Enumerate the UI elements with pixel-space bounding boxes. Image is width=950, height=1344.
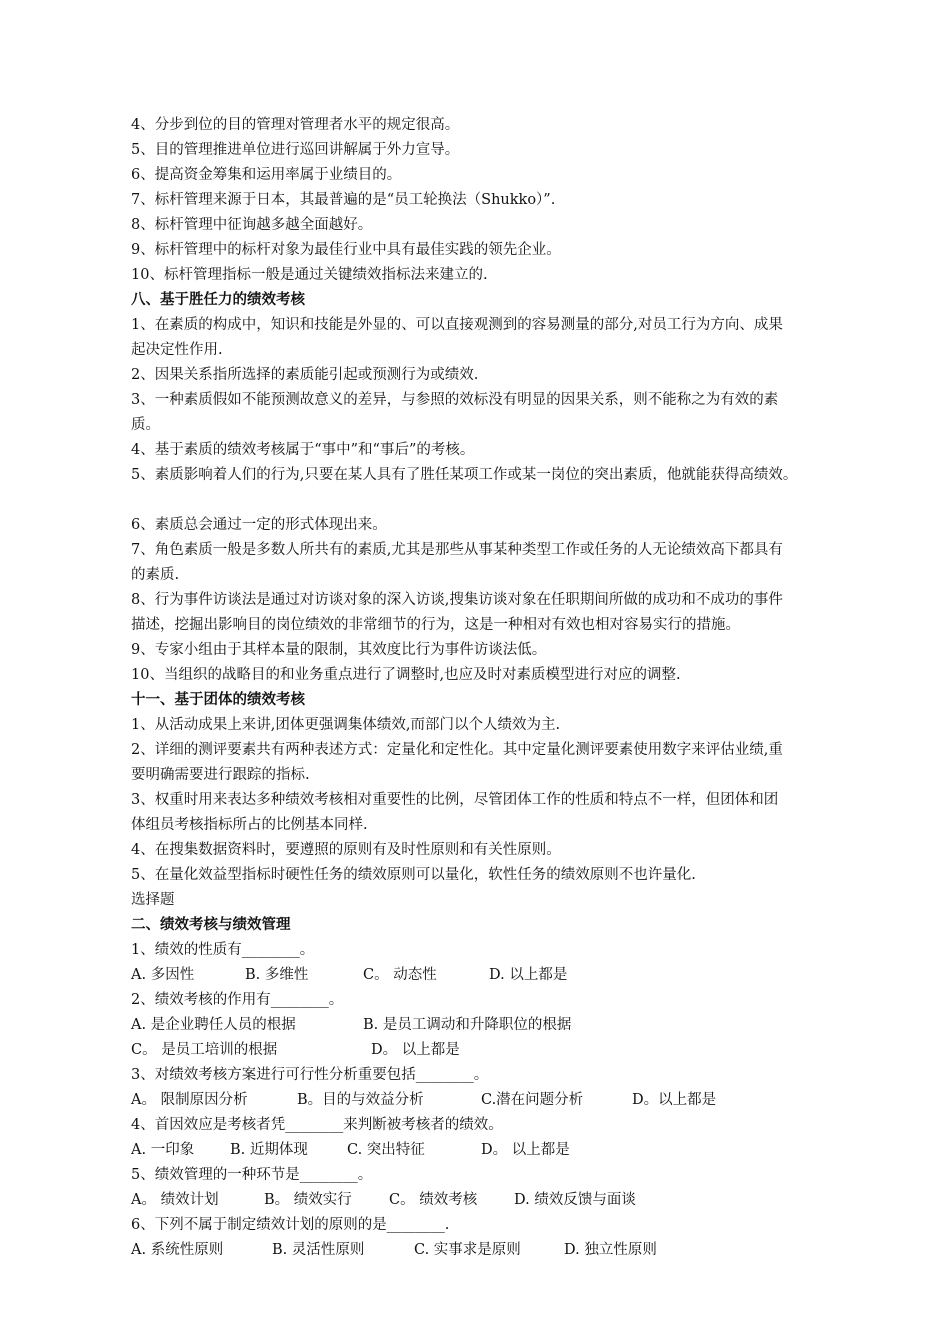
- question-1: 1、绩效的性质有________。: [131, 942, 315, 958]
- s11-statement-2: 2、详细的测评要素共有两种表述方式：定量化和定性化。其中定量化测评要素使用数字来评估业绩,重: [131, 742, 783, 758]
- q6-option-a: A. 系统性原则: [131, 1242, 224, 1258]
- q2-option-c: C。 是员工培训的根据: [131, 1042, 278, 1058]
- q3-option-d: D。以上都是: [632, 1092, 717, 1108]
- statement-5: 5、目的管理推进单位进行巡回讲解属于外力宣导。: [131, 142, 460, 158]
- q6-option-b: B. 灵活性原则: [272, 1242, 365, 1258]
- statement-7: 7、标杆管理来源于日本，其最普遍的是“员工轮换法（Shukko）”.: [131, 192, 556, 208]
- q1-option-c: C。 动态性: [363, 967, 437, 983]
- statement-8: 8、标杆管理中征询越多越全面越好。: [131, 217, 373, 233]
- s8-statement-2: 2、因果关系指所选择的素质能引起或预测行为或绩效.: [131, 367, 479, 383]
- s11-statement-5: 5、在量化效益型指标时硬性任务的绩效原则可以量化，软性任务的绩效原则不也许量化.: [131, 867, 696, 883]
- s8-statement-8: 8、行为事件访谈法是通过对访谈对象的深入访谈,搜集访谈对象在任职期间所做的成功和不成功的事件: [131, 592, 783, 608]
- s8-statement-6: 6、素质总会通过一定的形式体现出来。: [131, 517, 387, 533]
- q3-option-a: A。 限制原因分析: [131, 1092, 248, 1108]
- q2-option-a: A. 是企业聘任人员的根据: [131, 1017, 296, 1033]
- q1-option-a: A. 多因性: [131, 967, 195, 983]
- s8-statement-8-cont: 描述，挖掘出影响目的岗位绩效的非常细节的行为，这是一种相对有效也相对容易实行的措施。: [131, 617, 740, 633]
- q3-option-c: C.潜在问题分析: [481, 1092, 584, 1108]
- s11-statement-3-cont: 体组员考核指标所占的比例基本同样.: [131, 817, 368, 833]
- q4-option-c: C. 突出特征: [347, 1142, 425, 1158]
- section-heading-2: 二、绩效考核与绩效管理: [131, 917, 291, 933]
- q4-option-b: B. 近期体现: [230, 1142, 308, 1158]
- q4-option-a: A. 一印象: [131, 1142, 195, 1158]
- s8-statement-1: 1、在素质的构成中，知识和技能是外显的、可以直接观测到的容易测量的部分,对员工行为方向、成果: [131, 317, 783, 333]
- q6-option-d: D. 独立性原则: [564, 1242, 657, 1258]
- s8-statement-9: 9、专家小组由于其样本量的限制，其效度比行为事件访谈法低。: [131, 642, 547, 658]
- q6-option-c: C. 实事求是原则: [414, 1242, 521, 1258]
- q3-option-b: B。目的与效益分析: [297, 1092, 424, 1108]
- section-heading-11: 十一、基于团体的绩效考核: [131, 692, 305, 708]
- q4-option-d: D。 以上都是: [481, 1142, 570, 1158]
- s11-statement-2-cont: 要明确需要进行跟踪的指标.: [131, 767, 310, 783]
- s8-statement-4: 4、基于素质的绩效考核属于“事中”和“事后”的考核。: [131, 442, 475, 458]
- statement-4: 4、分步到位的目的管理对管理者水平的规定很高。: [131, 117, 460, 133]
- s8-statement-3: 3、一种素质假如不能预测故意义的差异，与参照的效标没有明显的因果关系，则不能称之为有效的素: [131, 392, 779, 408]
- q2-option-d: D。 以上都是: [371, 1042, 460, 1058]
- question-6: 6、下列不属于制定绩效计划的原则的是________.: [131, 1217, 450, 1233]
- q5-option-d: D. 绩效反馈与面谈: [514, 1192, 636, 1208]
- statement-10: 10、标杆管理指标一般是通过关键绩效指标法来建立的.: [131, 267, 488, 283]
- s8-statement-5: 5、素质影响着人们的行为,只要在某人具有了胜任某项工作或某一岗位的突出素质，他就能获得高绩效。: [131, 467, 798, 483]
- q1-option-d: D. 以上都是: [489, 967, 568, 983]
- s11-statement-1: 1、从活动成果上来讲,团体更强调集体绩效,而部门以个人绩效为主.: [131, 717, 561, 733]
- s8-statement-7-cont: 的素质.: [131, 567, 180, 583]
- question-5: 5、绩效管理的一种环节是________。: [131, 1167, 373, 1183]
- q5-option-b: B。 绩效实行: [264, 1192, 352, 1208]
- choice-questions-label: 选择题: [131, 892, 175, 908]
- statement-9: 9、标杆管理中的标杆对象为最佳行业中具有最佳实践的领先企业。: [131, 242, 561, 258]
- q5-option-a: A。 绩效计划: [131, 1192, 219, 1208]
- question-4: 4、首因效应是考核者凭________来判断被考核者的绩效。: [131, 1117, 503, 1133]
- question-2: 2、绩效考核的作用有________。: [131, 992, 344, 1008]
- q1-option-b: B. 多维性: [245, 967, 309, 983]
- s8-statement-3-cont: 质。: [131, 417, 160, 433]
- s8-statement-7: 7、角色素质一般是多数人所共有的素质,尤其是那些从事某种类型工作或任务的人无论绩效高下都具有: [131, 542, 783, 558]
- question-3: 3、对绩效考核方案进行可行性分析重要包括________。: [131, 1067, 489, 1083]
- s11-statement-4: 4、在搜集数据资料时，要遵照的原则有及时性原则和有关性原则。: [131, 842, 561, 858]
- q5-option-c: C。 绩效考核: [389, 1192, 478, 1208]
- s11-statement-3: 3、权重时用来表达多种绩效考核相对重要性的比例，尽管团体工作的性质和特点不一样，但团体和团: [131, 792, 779, 808]
- statement-6: 6、提高资金筹集和运用率属于业绩目的。: [131, 167, 402, 183]
- s8-statement-10: 10、当组织的战略目的和业务重点进行了调整时,也应及时对素质模型进行对应的调整.: [131, 667, 681, 683]
- s8-statement-1-cont: 起决定性作用.: [131, 342, 223, 358]
- section-heading-8: 八、基于胜任力的绩效考核: [131, 292, 305, 308]
- q2-option-b: B. 是员工调动和升降职位的根据: [363, 1017, 572, 1033]
